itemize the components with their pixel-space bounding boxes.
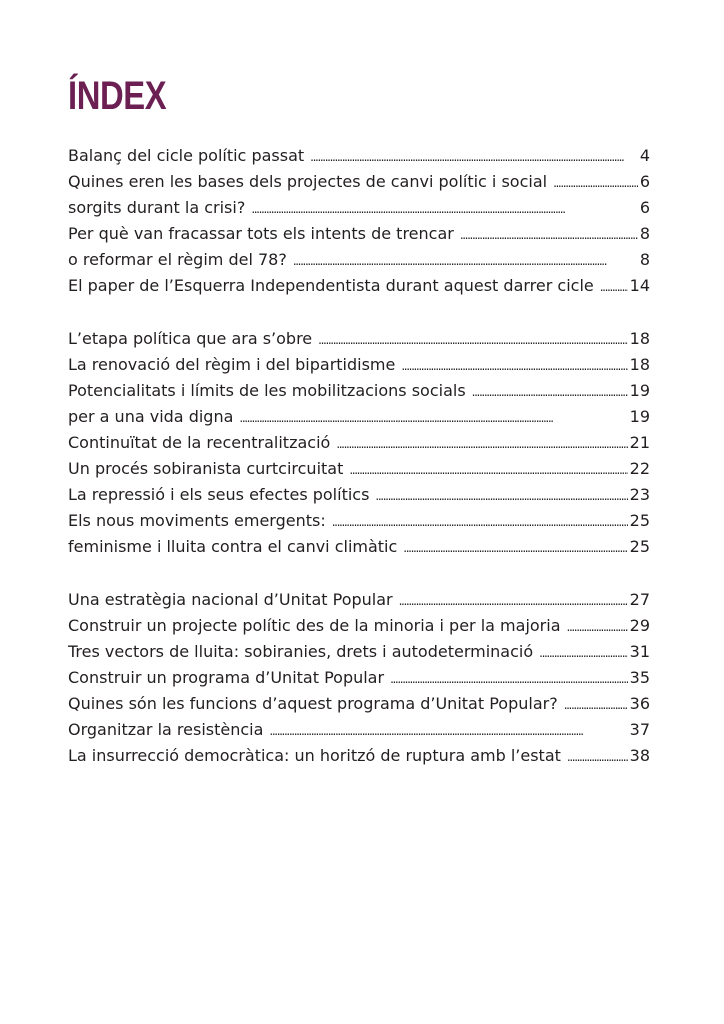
toc-entry-page: 19: [629, 407, 650, 426]
toc-entry-page: 8: [639, 224, 650, 243]
toc-entry-page: 37: [629, 720, 650, 739]
toc-entry-title: Construir un programa d’Unitat Popular: [68, 668, 385, 687]
toc-entry[interactable]: [68, 665, 650, 691]
toc-entry-page: 38: [629, 746, 650, 765]
toc-entry[interactable]: [68, 221, 650, 247]
dot-leader: [390, 665, 628, 692]
dot-leader: [239, 404, 627, 431]
toc-entry-title: Els nous moviments emergents:: [68, 511, 326, 530]
toc-entry[interactable]: [68, 613, 650, 639]
toc-entry[interactable]: [68, 404, 650, 430]
toc-entry-page: 21: [629, 433, 650, 452]
toc-entry-title: Un procés sobiranista curtcircuitat: [68, 459, 344, 478]
toc-entry[interactable]: [68, 587, 650, 613]
toc-entry[interactable]: [68, 326, 650, 352]
toc-entry-title: Organitzar la resistència: [68, 720, 264, 739]
dot-leader: [310, 143, 638, 170]
page-title: ÍNDEX: [68, 74, 167, 118]
dot-leader: [251, 195, 637, 222]
toc-section: [68, 326, 650, 560]
dot-leader: [403, 534, 627, 561]
toc-entry-page: 25: [629, 537, 650, 556]
dot-leader: [269, 717, 627, 744]
toc-entry[interactable]: [68, 534, 650, 560]
toc-entry[interactable]: [68, 143, 650, 169]
toc-entry[interactable]: [68, 247, 650, 273]
toc-entry[interactable]: [68, 743, 650, 769]
toc-entry-page: 6: [639, 172, 650, 191]
dot-leader: [401, 352, 627, 379]
toc-section: [68, 143, 650, 299]
toc-entry-title: o reformar el règim del 78?: [68, 250, 287, 269]
toc-entry[interactable]: [68, 195, 650, 221]
toc-entry-title: La renovació del règim i del bipartidisme: [68, 355, 396, 374]
dot-leader: [318, 326, 627, 353]
dot-leader: [564, 691, 628, 718]
toc-entry-title: Tres vectors de lluita: sobiranies, drets i autodeterminació: [68, 642, 534, 661]
toc-entry-title: La repressió i els seus efectes polítics: [68, 485, 370, 504]
toc-entry-title: Per què van fracassar tots els intents de trencar: [68, 224, 454, 243]
dot-leader: [399, 587, 628, 614]
toc-entry[interactable]: [68, 508, 650, 534]
toc-entry-page: 23: [629, 485, 650, 504]
toc-entry-title: Balanç del cicle polític passat: [68, 146, 305, 165]
toc-entry-title: Quines eren les bases dels projectes de canvi polític i social: [68, 172, 548, 191]
toc-entry[interactable]: [68, 430, 650, 456]
toc-entry-page: 36: [629, 694, 650, 713]
toc-entry-page: 14: [629, 276, 650, 295]
dot-leader: [567, 743, 628, 770]
toc-entry-page: 25: [629, 511, 650, 530]
toc-entry-page: 6: [639, 198, 650, 217]
toc-section: [68, 587, 650, 769]
toc-entry[interactable]: [68, 482, 650, 508]
toc-entry[interactable]: [68, 691, 650, 717]
dot-leader: [375, 482, 627, 509]
dot-leader: [460, 221, 638, 248]
toc-entry-title: Una estratègia nacional d’Unitat Popular: [68, 590, 393, 609]
dot-leader: [332, 508, 628, 535]
toc-entry[interactable]: [68, 169, 650, 195]
dot-leader: [600, 273, 628, 300]
toc-entry-title: Quines són les funcions d’aquest programa d’Unitat Popular?: [68, 694, 558, 713]
toc-entry-title: Construir un projecte polític des de la minoria i per la majoria: [68, 616, 561, 635]
toc-entry-title: La insurrecció democràtica: un horitzó de ruptura amb l’estat: [68, 746, 561, 765]
toc-entry[interactable]: [68, 456, 650, 482]
toc-entry-page: 31: [629, 642, 650, 661]
table-of-contents: [68, 143, 650, 769]
toc-entry-page: 18: [629, 329, 650, 348]
toc-entry-title: Continuïtat de la recentralització: [68, 433, 331, 452]
dot-leader: [336, 430, 627, 457]
toc-entry[interactable]: [68, 378, 650, 404]
dot-leader: [472, 378, 628, 405]
toc-entry[interactable]: [68, 639, 650, 665]
toc-entry-page: 29: [629, 616, 650, 635]
toc-entry-page: 4: [639, 146, 650, 165]
dot-leader: [553, 169, 638, 196]
toc-entry-page: 35: [629, 668, 650, 687]
toc-entry-title: El paper de l’Esquerra Independentista durant aquest darrer cicle: [68, 276, 594, 295]
toc-entry[interactable]: [68, 352, 650, 378]
toc-entry-title: L’etapa política que ara s’obre: [68, 329, 313, 348]
toc-entry-title: sorgits durant la crisi?: [68, 198, 246, 217]
toc-entry-page: 27: [629, 590, 650, 609]
toc-entry-page: 18: [629, 355, 650, 374]
dot-leader: [539, 639, 628, 666]
toc-entry-page: 22: [629, 459, 650, 478]
dot-leader: [349, 456, 627, 483]
dot-leader: [293, 247, 638, 274]
toc-entry-title: Potencialitats i límits de les mobilitzacions socials: [68, 381, 466, 400]
toc-entry-page: 8: [639, 250, 650, 269]
toc-entry[interactable]: [68, 717, 650, 743]
toc-entry-page: 19: [629, 381, 650, 400]
dot-leader: [567, 613, 628, 640]
toc-entry[interactable]: [68, 273, 650, 299]
toc-entry-title: feminisme i lluita contra el canvi climàtic: [68, 537, 398, 556]
toc-entry-title: per a una vida digna: [68, 407, 234, 426]
